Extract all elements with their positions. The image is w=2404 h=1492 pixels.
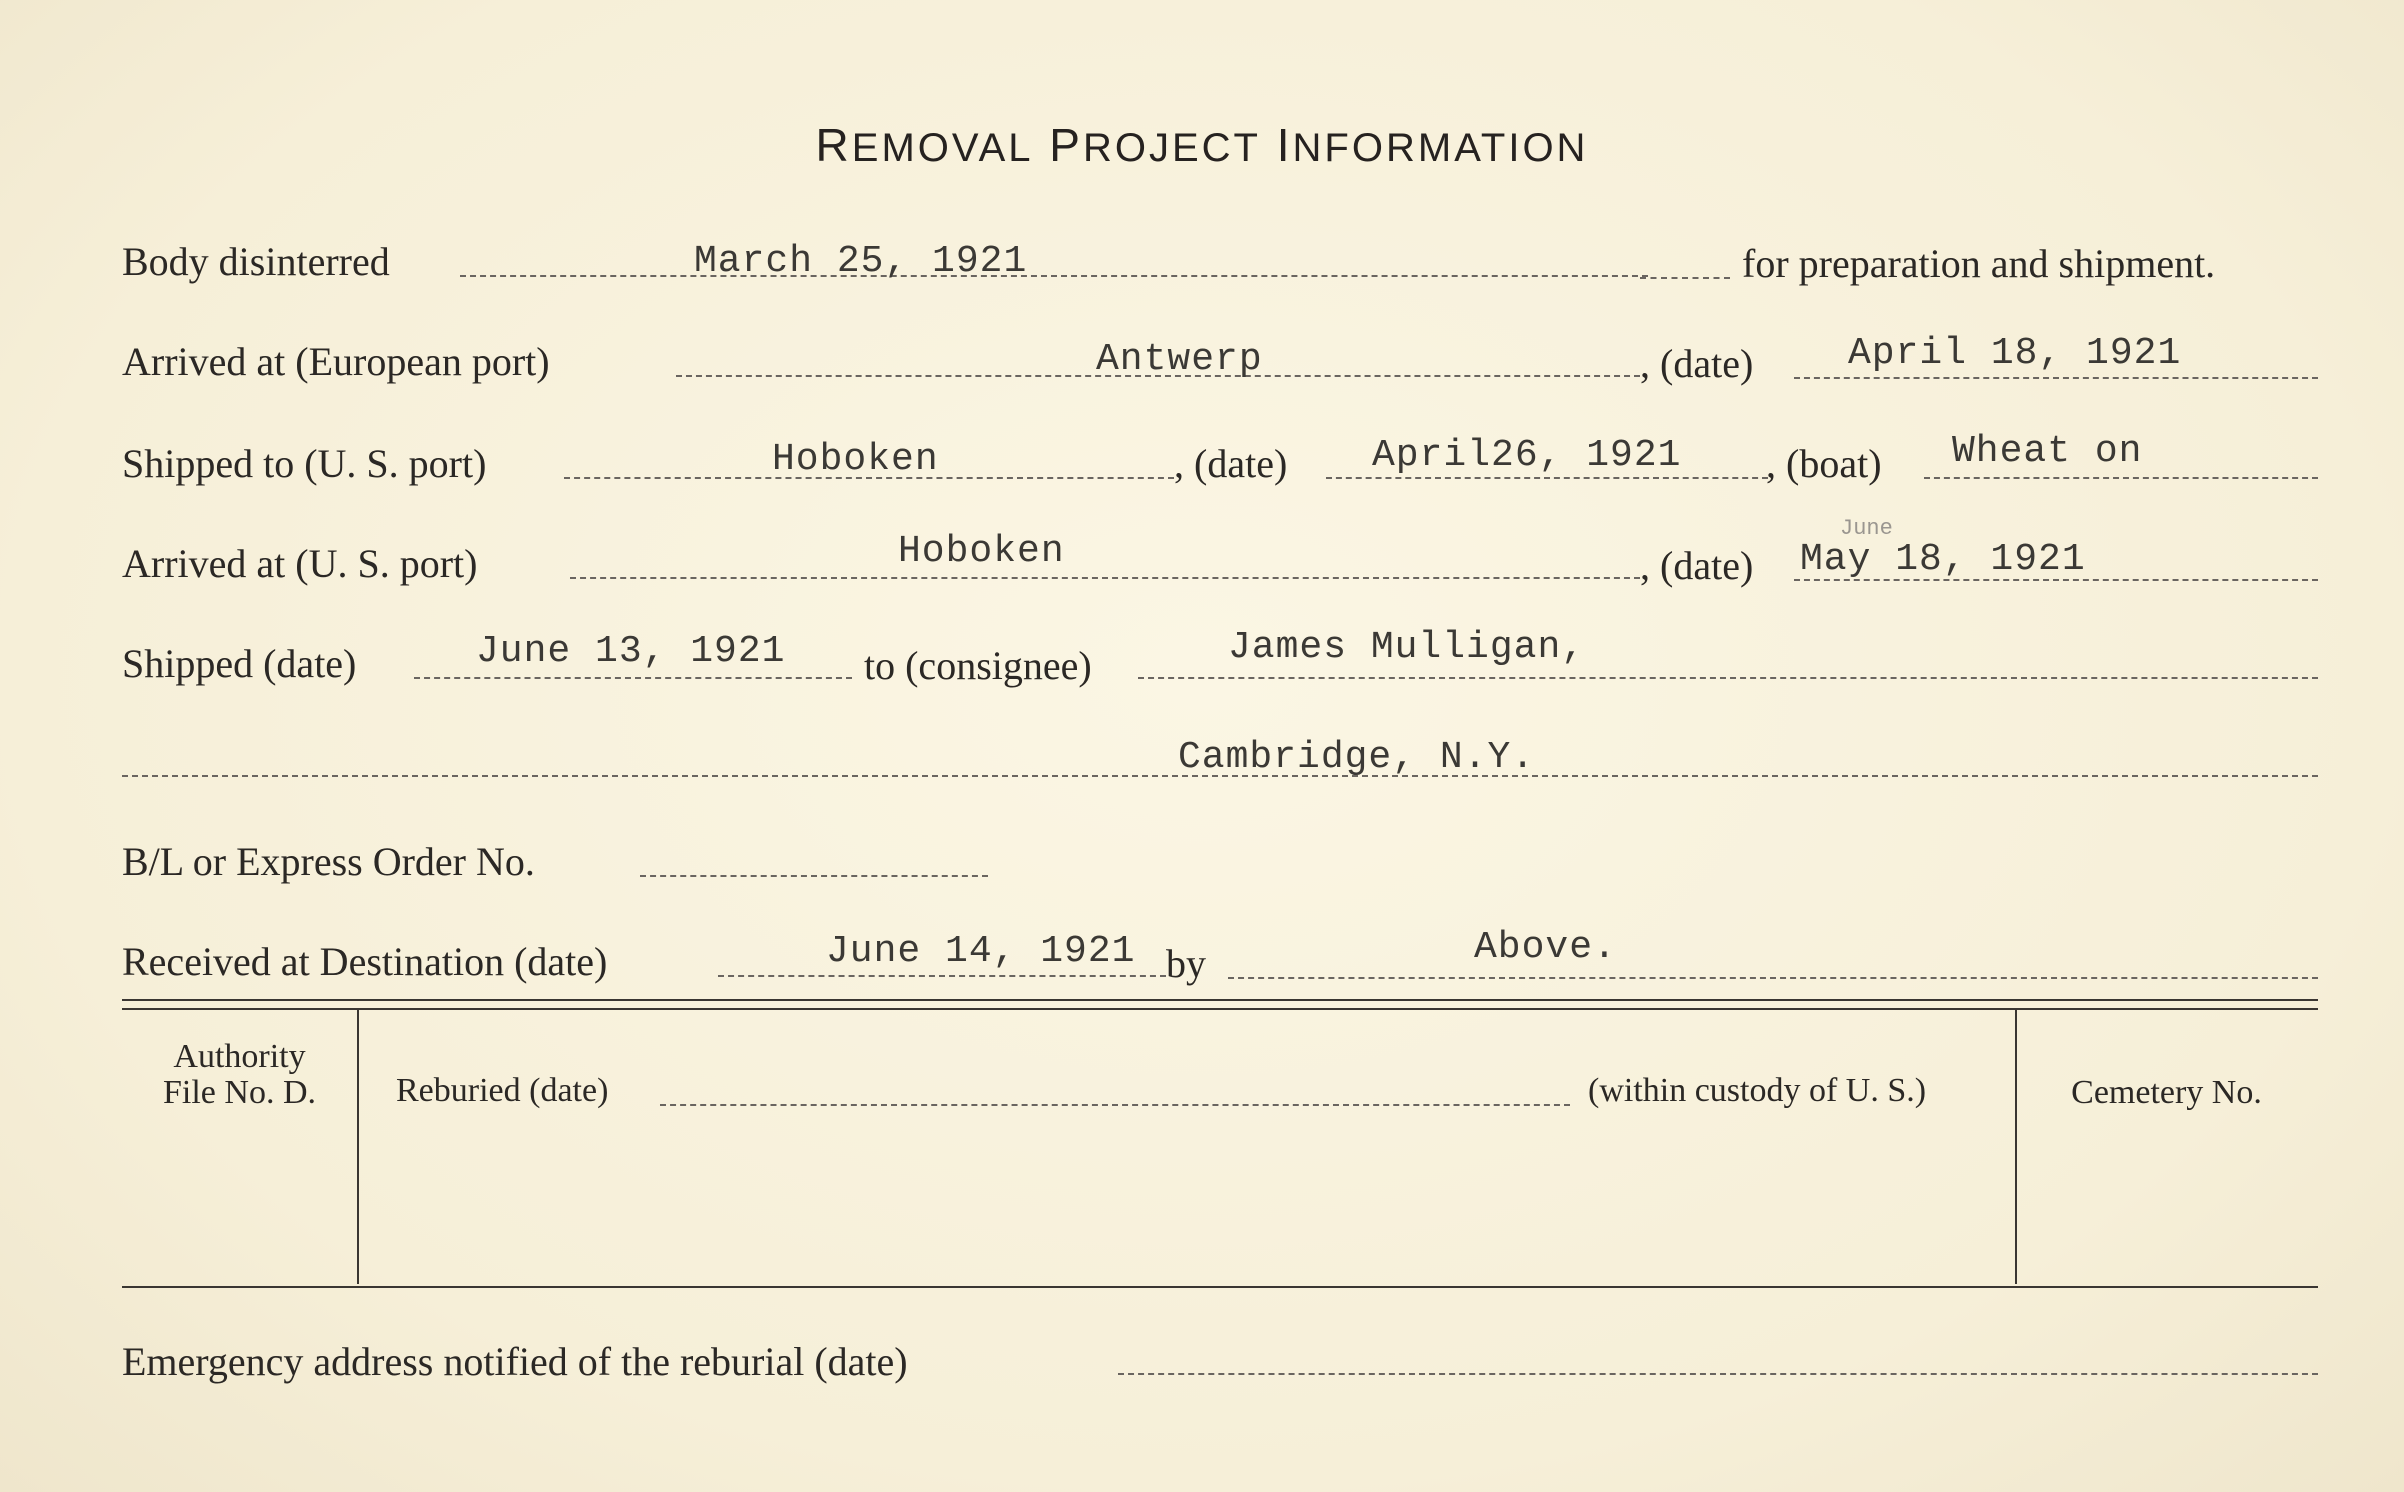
table-bottom-rule — [122, 1286, 2318, 1288]
shipped-us-boat-label: , (boat) — [1766, 441, 1882, 486]
title-initial-i: I — [1276, 119, 1293, 171]
bl-order-label: B/L or Express Order No. — [122, 839, 535, 884]
consignee-line — [1138, 677, 2318, 679]
consignee-name: James Mulligan, — [1228, 626, 1586, 669]
shipped-date-line — [414, 677, 852, 679]
title-removal: EMOVAL — [851, 126, 1034, 170]
arrived-us-date-overwrite: June — [1840, 516, 1893, 541]
shipped-us-date-label: , (date) — [1174, 441, 1288, 486]
table-top-rule-2 — [122, 1008, 2318, 1010]
emergency-line — [1118, 1373, 2318, 1375]
arrived-european-date-line — [1794, 377, 2318, 379]
title-information: NFORMATION — [1292, 126, 1589, 170]
reburied-label: Reburied (date) — [396, 1072, 609, 1109]
body-disinterred-suffix: for preparation and shipment. — [1742, 241, 2216, 286]
shipped-us-boat-line — [1924, 477, 2318, 479]
shipped-date-label: Shipped (date) — [122, 641, 357, 686]
table-divider-right — [2015, 1010, 2017, 1284]
body-disinterred-value: March 25, 1921 — [694, 240, 1028, 283]
arrived-us-label: Arrived at (U. S. port) — [122, 541, 478, 586]
shipped-us-boat: Wheat on — [1952, 430, 2143, 473]
arrived-european-date-label: , (date) — [1640, 341, 1754, 386]
page-title — [0, 118, 2404, 172]
arrived-us-port: Hoboken — [898, 530, 1065, 573]
shipped-date-value: June 13, 1921 — [476, 630, 786, 673]
arrived-us-date: May 18, 1921 — [1800, 538, 2086, 581]
shipped-us-port: Hoboken — [772, 438, 939, 481]
body-disinterred-line-tail — [1640, 277, 1730, 279]
arrived-european-port: Antwerp — [1096, 338, 1263, 381]
emergency-label: Emergency address notified of the reburial (date) — [122, 1339, 908, 1384]
shipped-us-label: Shipped to (U. S. port) — [122, 441, 487, 486]
authority-label-line2: File No. D. — [163, 1074, 316, 1111]
received-by-line — [1228, 977, 2318, 979]
received-date: June 14, 1921 — [826, 930, 1136, 973]
received-label: Received at Destination (date) — [122, 939, 608, 984]
reburied-line — [660, 1104, 1570, 1106]
consignee-label: to (consignee) — [864, 643, 1092, 688]
bl-order-line — [640, 875, 988, 877]
arrived-us-date-label: , (date) — [1640, 543, 1754, 588]
arrived-us-line — [570, 577, 1640, 579]
received-date-line — [718, 975, 1166, 977]
cemetery-label: Cemetery No. — [2071, 1074, 2262, 1111]
table-top-rule — [122, 999, 2318, 1001]
table-divider-left — [357, 1010, 359, 1284]
shipped-us-date-line — [1326, 477, 1768, 479]
title-initial-r: R — [815, 119, 852, 171]
shipped-us-date: April26, 1921 — [1372, 434, 1682, 477]
consignee-address: Cambridge, N.Y. — [1178, 736, 1536, 779]
received-by: Above. — [1474, 926, 1617, 969]
authority-label-line1: Authority — [173, 1038, 306, 1075]
title-initial-p: P — [1049, 119, 1083, 171]
title-project: ROJECT — [1082, 126, 1261, 170]
custody-label: (within custody of U. S.) — [1588, 1072, 1927, 1109]
received-by-label: by — [1166, 941, 1206, 986]
body-disinterred-label: Body disinterred — [122, 239, 390, 284]
arrived-european-date: April 18, 1921 — [1848, 332, 2182, 375]
body-disinterred-line — [460, 275, 1648, 277]
arrived-european-label: Arrived at (European port) — [122, 339, 550, 384]
